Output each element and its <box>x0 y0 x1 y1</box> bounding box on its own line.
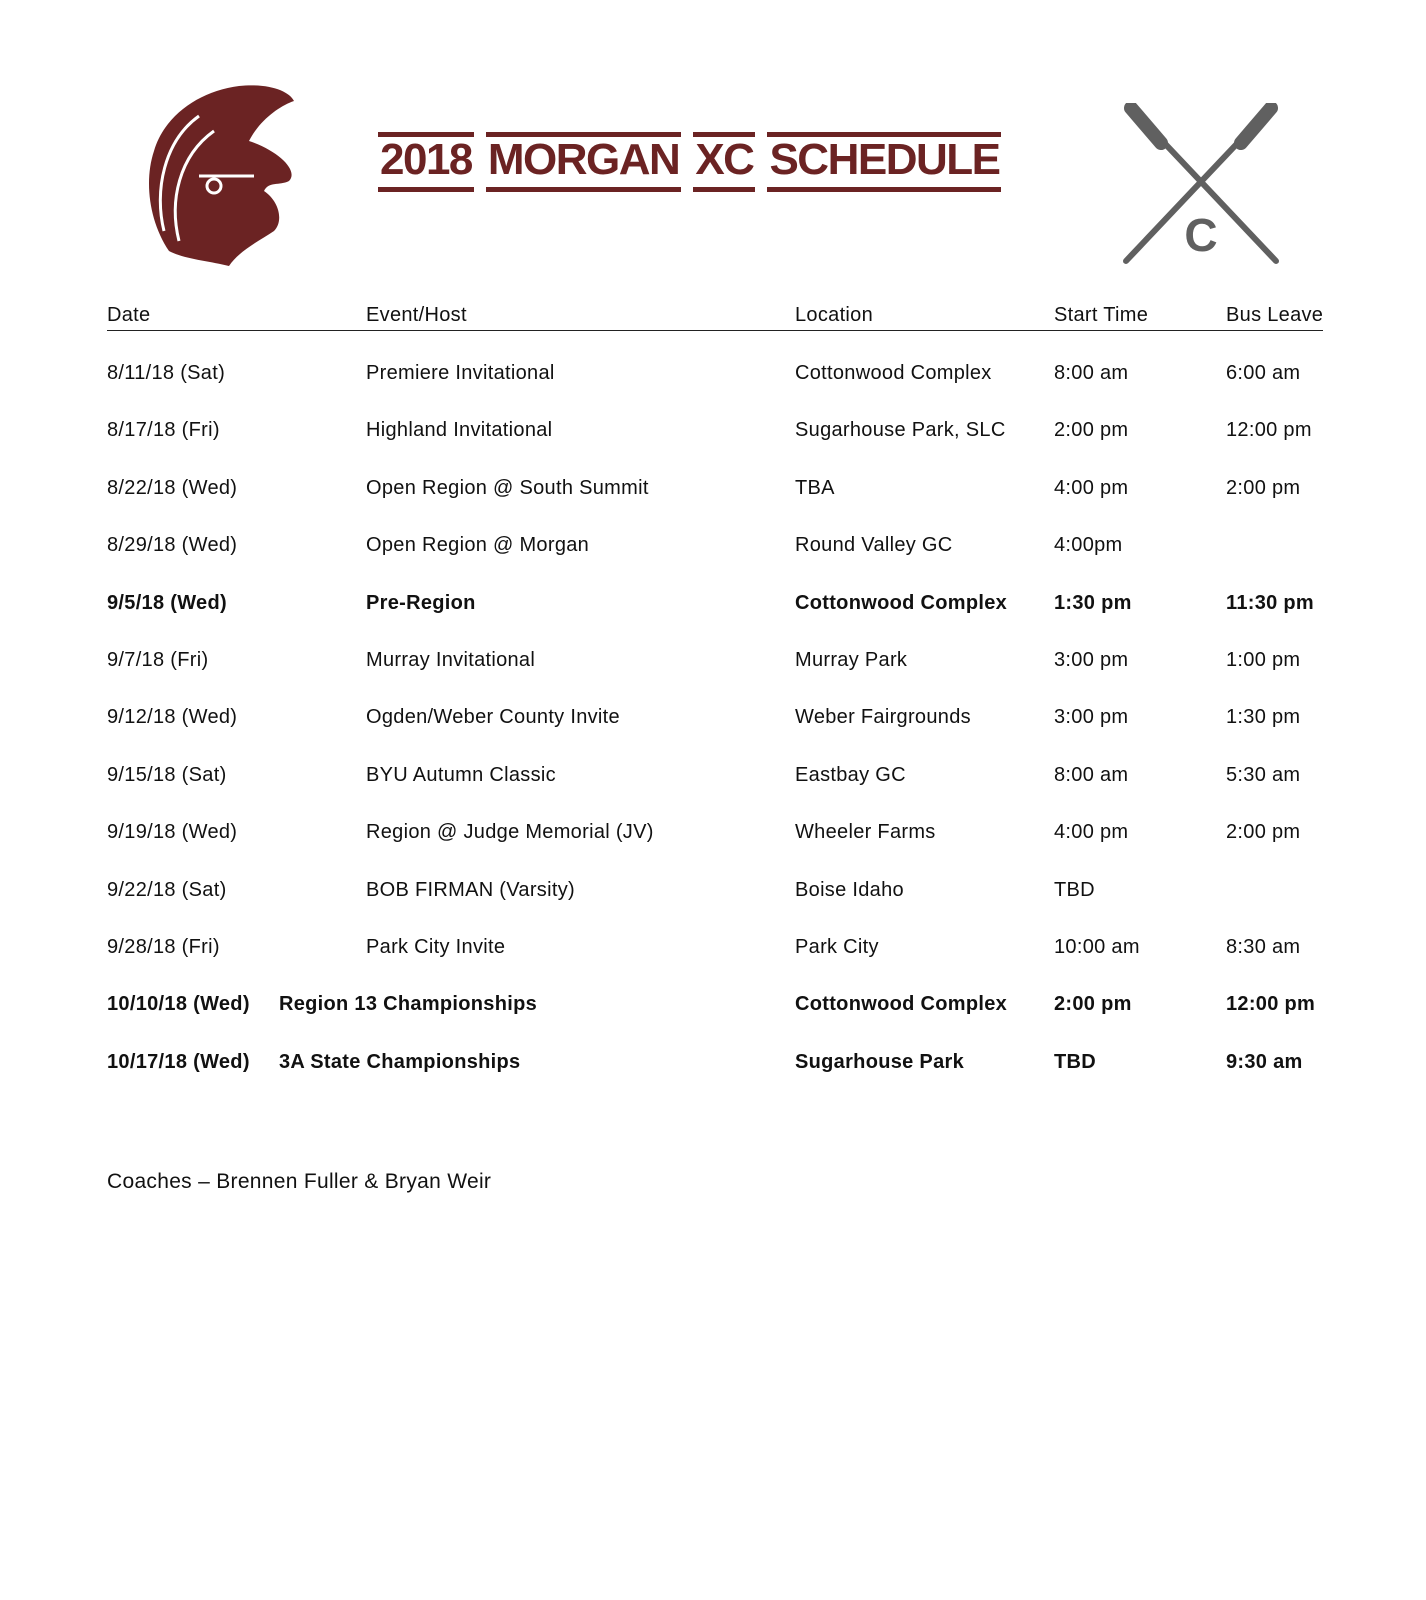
row-start-time: 4:00pm <box>1054 534 1123 557</box>
row-bus-leave: 5:30 am <box>1226 763 1301 786</box>
row-date: 9/15/18 (Sat) <box>107 763 227 786</box>
row-location: Sugarhouse Park <box>795 1050 965 1073</box>
row-location: Cottonwood Complex <box>795 591 1008 614</box>
title-word: 2018 <box>378 132 474 192</box>
row-date: 8/29/18 (Wed) <box>107 534 238 557</box>
row-location: Cottonwood Complex <box>795 362 992 384</box>
row-date: 10/10/18 (Wed) <box>107 993 250 1016</box>
row-event: BOB FIRMAN (Varsity) <box>366 878 575 901</box>
row-location: Cottonwood Complex <box>795 993 1008 1016</box>
row-location: Park City <box>795 936 879 958</box>
row-bus-leave: 11:30 pm <box>1226 591 1315 614</box>
row-event: Pre-Region <box>366 591 476 614</box>
row-date: 10/17/18 (Wed) <box>107 1050 250 1073</box>
title-word: MORGAN <box>486 132 681 192</box>
crossed-spikes-xc-logo <box>1121 103 1281 265</box>
row-bus-leave: 1:30 pm <box>1226 706 1301 729</box>
row-date: 9/7/18 (Fri) <box>107 649 209 671</box>
row-location: Round Valley GC <box>795 534 953 557</box>
coaches-footer: Coaches – Brennen Fuller & Bryan Weir <box>107 1170 492 1193</box>
row-start-time: 1:30 pm <box>1054 591 1132 614</box>
row-bus-leave: 2:00 pm <box>1226 821 1301 844</box>
row-location: Boise Idaho <box>795 878 904 901</box>
row-bus-leave: 12:00 pm <box>1226 993 1316 1016</box>
row-date: 9/19/18 (Wed) <box>107 821 238 844</box>
row-event: Park City Invite <box>366 936 506 958</box>
row-date: 8/22/18 (Wed) <box>107 476 238 499</box>
row-event: Ogden/Weber County Invite <box>366 706 620 729</box>
header-divider <box>107 330 1323 331</box>
row-date: 9/22/18 (Sat) <box>107 878 227 901</box>
row-event: Region @ Judge Memorial (JV) <box>366 821 654 844</box>
row-event: Region 13 Championships <box>279 993 538 1016</box>
row-date: 9/5/18 (Wed) <box>107 591 227 614</box>
row-start-time: TBD <box>1054 1050 1097 1073</box>
row-date: 8/11/18 (Sat) <box>107 362 226 384</box>
row-event: Highland Invitational <box>366 419 553 442</box>
row-start-time: 4:00 pm <box>1054 476 1129 499</box>
row-bus-leave: 1:00 pm <box>1226 649 1301 671</box>
title-word: XC <box>693 132 755 192</box>
row-event: BYU Autumn Classic <box>366 763 556 786</box>
row-event: Open Region @ Morgan <box>366 534 590 557</box>
row-event: Murray Invitational <box>366 649 536 671</box>
row-location: TBA <box>795 476 835 499</box>
row-start-time: 3:00 pm <box>1054 706 1129 729</box>
column-header-start-time: Start Time <box>1054 304 1149 326</box>
row-event: Open Region @ South Summit <box>366 476 649 499</box>
column-header-date: Date <box>107 304 151 326</box>
row-date: 9/28/18 (Fri) <box>107 936 220 958</box>
page-title <box>378 132 1054 192</box>
row-bus-leave: 12:00 pm <box>1226 419 1312 442</box>
row-start-time: 2:00 pm <box>1054 419 1129 442</box>
row-start-time: 2:00 pm <box>1054 993 1132 1016</box>
row-location: Murray Park <box>795 649 908 671</box>
row-location: Wheeler Farms <box>795 821 936 844</box>
row-location: Weber Fairgrounds <box>795 706 971 729</box>
row-bus-leave: 9:30 am <box>1226 1050 1303 1073</box>
column-header-bus-leave: Bus Leave <box>1226 304 1324 326</box>
row-event: 3A State Championships <box>279 1050 521 1073</box>
column-header-event: Event/Host <box>366 304 467 326</box>
column-header-location: Location <box>795 304 874 326</box>
title-word: SCHEDULE <box>767 132 1001 192</box>
row-date: 8/17/18 (Fri) <box>107 419 220 442</box>
row-start-time: 8:00 am <box>1054 763 1129 786</box>
row-event: Premiere Invitational <box>366 362 555 384</box>
row-start-time: TBD <box>1054 878 1095 901</box>
row-bus-leave: 8:30 am <box>1226 936 1301 958</box>
row-bus-leave: 2:00 pm <box>1226 476 1301 499</box>
row-start-time: 3:00 pm <box>1054 649 1129 671</box>
row-start-time: 8:00 am <box>1054 362 1129 384</box>
row-start-time: 4:00 pm <box>1054 821 1129 844</box>
xc-logo-letter: C <box>1184 209 1218 261</box>
trojan-helmet-logo <box>139 81 304 267</box>
row-bus-leave: 6:00 am <box>1226 362 1301 384</box>
row-location: Eastbay GC <box>795 763 906 786</box>
row-start-time: 10:00 am <box>1054 936 1140 958</box>
row-date: 9/12/18 (Wed) <box>107 706 238 729</box>
row-location: Sugarhouse Park, SLC <box>795 419 1006 442</box>
